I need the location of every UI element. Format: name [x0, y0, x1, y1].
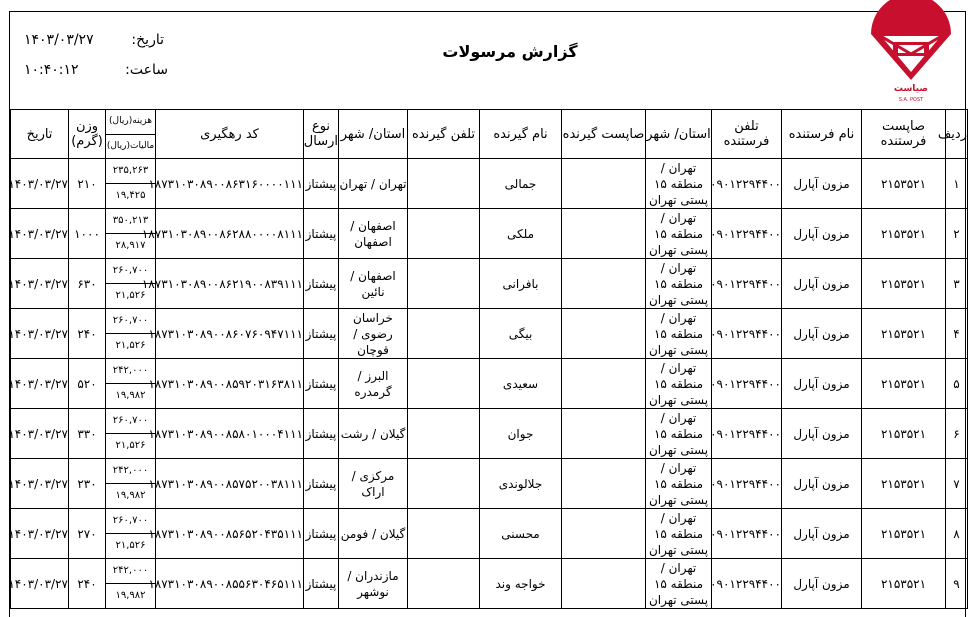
cell-cost-value: ۲۴۲,۰۰۰	[106, 559, 155, 584]
cell-sender-phone: ۰۹۰۱۲۲۹۴۴۰۰	[712, 409, 782, 459]
cell-sender-phone: ۰۹۰۱۲۲۹۴۴۰۰	[712, 559, 782, 609]
cell-row: ۸	[946, 509, 968, 559]
cell-tax-value: ۱۹,۹۸۲	[115, 390, 146, 401]
cell-cost-value: ۲۴۲,۰۰۰	[106, 359, 155, 384]
col-cost	[106, 110, 156, 159]
cell-tracking: ۱۸۷۳۱۰۳۰۸۹۰۰۸۵۷۵۲۰۰۳۸۱۱۱	[156, 459, 304, 509]
cell-row: ۹	[946, 559, 968, 609]
cell-receiver-code	[562, 209, 646, 259]
col-receiver-name: نام گیرنده	[480, 110, 562, 159]
cell-sender-phone: ۰۹۰۱۲۲۹۴۴۰۰	[712, 459, 782, 509]
cell-weight: ۲۴۰	[69, 559, 106, 609]
cell-destination: مرکزی / اراک	[339, 459, 408, 509]
cell-origin: تهران / منطقه ۱۵ پستی تهران	[646, 359, 712, 409]
cell-weight: ۶۳۰	[69, 259, 106, 309]
cell-receiver-phone	[408, 459, 480, 509]
cell-sender-code: ۲۱۵۳۵۲۱	[862, 559, 946, 609]
cell-receiver-name: محسنی	[480, 509, 562, 559]
cell-origin: تهران / منطقه ۱۵ پستی تهران	[646, 559, 712, 609]
cell-origin: تهران / منطقه ۱۵ پستی تهران	[646, 259, 712, 309]
cell-tracking: ۱۸۷۳۱۰۳۰۸۹۰۰۸۵۵۶۳۰۴۶۵۱۱۱	[156, 559, 304, 609]
cell-tracking: ۱۸۷۳۱۰۳۰۸۹۰۰۸۵۶۵۲۰۴۳۵۱۱۱	[156, 509, 304, 559]
cell-sender-phone: ۰۹۰۱۲۲۹۴۴۰۰	[712, 509, 782, 559]
col-receiver-phone: تلفن گیرنده	[408, 110, 480, 159]
cell-sender-phone: ۰۹۰۱۲۲۹۴۴۰۰	[712, 309, 782, 359]
cell-row: ۳	[946, 259, 968, 309]
cell-sender-name: مزون آپارل	[782, 359, 862, 409]
cell-sender-name: مزون آپارل	[782, 159, 862, 209]
cell-receiver-name: جمالی	[480, 159, 562, 209]
col-destination: استان/ شهر	[339, 110, 408, 159]
cell-origin: تهران / منطقه ۱۵ پستی تهران	[646, 159, 712, 209]
cell-receiver-phone	[408, 309, 480, 359]
cell-sender-code: ۲۱۵۳۵۲۱	[862, 359, 946, 409]
cell-receiver-phone	[408, 409, 480, 459]
cell-weight: ۱۰۰۰	[69, 209, 106, 259]
col-sender-phone: تلفن فرستنده	[712, 110, 782, 159]
cell-receiver-code	[562, 559, 646, 609]
cell-send-type: پیشتاز	[304, 209, 339, 259]
cell-receiver-code	[562, 409, 646, 459]
cell-date: ۱۴۰۳/۰۳/۲۷	[11, 259, 69, 309]
cell-receiver-name: جلالوندی	[480, 459, 562, 509]
cell-row: ۷	[946, 459, 968, 509]
cell-destination: خراسان رضوی / قوچان	[339, 309, 408, 359]
cell-sender-name: مزون آپارل	[782, 209, 862, 259]
cell-sender-name: مزون آپارل	[782, 559, 862, 609]
cell-receiver-code	[562, 159, 646, 209]
cell-tracking: ۱۸۷۳۱۰۳۰۸۹۰۰۸۶۲۸۸۰۰۰۰۸۱۱۱	[156, 209, 304, 259]
time-value: ۱۰:۴۰:۱۲	[24, 62, 79, 78]
cell-tax-value: ۲۱,۵۲۶	[115, 540, 146, 551]
cell-date: ۱۴۰۳/۰۳/۲۷	[11, 359, 69, 409]
cell-destination: گیلان / رشت	[339, 409, 408, 459]
cell-send-type: پیشتاز	[304, 309, 339, 359]
cell-tracking: ۱۸۷۳۱۰۳۰۸۹۰۰۸۵۹۲۰۳۱۶۳۸۱۱	[156, 359, 304, 409]
cell-receiver-code	[562, 509, 646, 559]
cell-row: ۴	[946, 309, 968, 359]
cell-date: ۱۴۰۳/۰۳/۲۷	[11, 309, 69, 359]
cell-sender-code: ۲۱۵۳۵۲۱	[862, 259, 946, 309]
cell-origin: تهران / منطقه ۱۵ پستی تهران	[646, 459, 712, 509]
cell-date: ۱۴۰۳/۰۳/۲۷	[11, 559, 69, 609]
cell-send-type: پیشتاز	[304, 159, 339, 209]
report-time	[24, 62, 168, 82]
cell-receiver-name: بیگی	[480, 309, 562, 359]
cell-tax-value: ۲۱,۵۲۶	[115, 290, 146, 301]
cell-receiver-code	[562, 359, 646, 409]
cell-sender-phone: ۰۹۰۱۲۲۹۴۴۰۰	[712, 259, 782, 309]
cell-sender-name: مزون آپارل	[782, 509, 862, 559]
cell-weight: ۲۱۰	[69, 159, 106, 209]
cell-sender-name: مزون آپارل	[782, 309, 862, 359]
cell-sender-code: ۲۱۵۳۵۲۱	[862, 409, 946, 459]
logo-sub-text: S.A. POST	[898, 97, 924, 103]
cell-receiver-code	[562, 459, 646, 509]
cell-send-type: پیشتاز	[304, 509, 339, 559]
date-label: تاریخ:	[131, 32, 164, 48]
cell-weight: ۲۴۰	[69, 309, 106, 359]
cell-cost-value: ۲۶۰,۷۰۰	[106, 409, 155, 434]
cell-sender-name: مزون آپارل	[782, 259, 862, 309]
cell-sender-code: ۲۱۵۳۵۲۱	[862, 309, 946, 359]
cell-destination: مازندران / نوشهر	[339, 559, 408, 609]
cell-cost	[106, 409, 156, 459]
cell-tracking: ۱۸۷۳۱۰۳۰۸۹۰۰۸۶۲۱۹۰۰۸۳۹۱۱۱	[156, 259, 304, 309]
date-value: ۱۴۰۳/۰۳/۲۷	[24, 32, 94, 48]
cell-destination: اصفهان / نائین	[339, 259, 408, 309]
cell-date: ۱۴۰۳/۰۳/۲۷	[11, 209, 69, 259]
cell-receiver-phone	[408, 509, 480, 559]
cell-cost	[106, 309, 156, 359]
report-date	[24, 32, 164, 52]
cell-cost	[106, 359, 156, 409]
cell-sender-code: ۲۱۵۳۵۲۱	[862, 509, 946, 559]
cell-tracking: ۱۸۷۳۱۰۳۰۸۹۰۰۸۶۰۷۶۰۹۴۷۱۱۱	[156, 309, 304, 359]
table-header-row	[11, 110, 968, 159]
cell-cost	[106, 559, 156, 609]
table-row	[11, 209, 968, 259]
cell-cost-value: ۲۶۰,۷۰۰	[106, 259, 155, 284]
cell-receiver-code	[562, 309, 646, 359]
cell-cost-value: ۲۳۵,۲۶۳	[106, 159, 155, 184]
post-logo	[863, 20, 959, 104]
cell-cost	[106, 509, 156, 559]
cell-receiver-phone	[408, 259, 480, 309]
col-tax-label: مالیات(ریال)	[106, 140, 155, 151]
cell-date: ۱۴۰۳/۰۳/۲۷	[11, 409, 69, 459]
cell-destination: البرز / گرمدره	[339, 359, 408, 409]
cell-date: ۱۴۰۳/۰۳/۲۷	[11, 159, 69, 209]
logo-brand-text: صیاست	[893, 84, 929, 94]
cell-origin: تهران / منطقه ۱۵ پستی تهران	[646, 209, 712, 259]
cell-sender-code: ۲۱۵۳۵۲۱	[862, 459, 946, 509]
cell-origin: تهران / منطقه ۱۵ پستی تهران	[646, 309, 712, 359]
cell-cost	[106, 159, 156, 209]
col-sender-code: صاپست فرستنده	[862, 110, 946, 159]
cell-receiver-name: جوان	[480, 409, 562, 459]
cell-tax-value: ۱۹,۹۸۲	[115, 490, 146, 501]
col-weight: وزن (گرم)	[69, 110, 106, 159]
cell-origin: تهران / منطقه ۱۵ پستی تهران	[646, 509, 712, 559]
col-date: تاریخ	[11, 110, 69, 159]
col-sender-name: نام فرستنده	[782, 110, 862, 159]
cell-send-type: پیشتاز	[304, 259, 339, 309]
cell-cost-value: ۲۴۲,۰۰۰	[106, 459, 155, 484]
col-receiver-code: صاپست گیرنده	[562, 110, 646, 159]
cell-origin: تهران / منطقه ۱۵ پستی تهران	[646, 409, 712, 459]
report-header	[10, 12, 967, 109]
table-row	[11, 259, 968, 309]
cell-weight: ۲۳۰	[69, 459, 106, 509]
cell-receiver-name: ملکی	[480, 209, 562, 259]
cell-date: ۱۴۰۳/۰۳/۲۷	[11, 509, 69, 559]
cell-weight: ۳۳۰	[69, 409, 106, 459]
cell-send-type: پیشتاز	[304, 409, 339, 459]
cell-date: ۱۴۰۳/۰۳/۲۷	[11, 459, 69, 509]
cell-destination: گیلان / فومن	[339, 509, 408, 559]
cell-cost	[106, 459, 156, 509]
cell-row: ۶	[946, 409, 968, 459]
cell-send-type: پیشتاز	[304, 559, 339, 609]
cell-sender-name: مزون آپارل	[782, 459, 862, 509]
cell-cost-value: ۲۶۰,۷۰۰	[106, 509, 155, 534]
cell-row: ۵	[946, 359, 968, 409]
cell-tax-value: ۱۹,۹۸۲	[115, 590, 146, 601]
cell-receiver-phone	[408, 559, 480, 609]
cell-destination: اصفهان / اصفهان	[339, 209, 408, 259]
col-row: ردیف	[946, 110, 968, 159]
cell-row: ۱	[946, 159, 968, 209]
report-page	[9, 11, 966, 617]
cell-receiver-phone	[408, 159, 480, 209]
cell-sender-phone: ۰۹۰۱۲۲۹۴۴۰۰	[712, 359, 782, 409]
table-row	[11, 459, 968, 509]
cell-send-type: پیشتاز	[304, 359, 339, 409]
table-row	[11, 409, 968, 459]
cell-cost-value: ۲۶۰,۷۰۰	[106, 309, 155, 334]
cell-receiver-code	[562, 259, 646, 309]
cell-cost	[106, 209, 156, 259]
cell-tracking: ۱۸۷۳۱۰۳۰۸۹۰۰۸۵۸۰۱۰۰۰۴۱۱۱	[156, 409, 304, 459]
cell-sender-code: ۲۱۵۳۵۲۱	[862, 209, 946, 259]
cell-tax-value: ۲۸,۹۱۷	[115, 240, 146, 251]
table-row	[11, 159, 968, 209]
col-tracking: کد رهگیری	[156, 110, 304, 159]
cell-row: ۲	[946, 209, 968, 259]
cell-cost	[106, 259, 156, 309]
cell-sender-name: مزون آپارل	[782, 409, 862, 459]
page-title: گزارش مرسولات	[442, 42, 578, 61]
cell-tracking: ۱۸۷۳۱۰۳۰۸۹۰۰۸۶۳۱۶۰۰۰۰۱۱۱	[156, 159, 304, 209]
cell-sender-code: ۲۱۵۳۵۲۱	[862, 159, 946, 209]
table-row	[11, 359, 968, 409]
cell-sender-phone: ۰۹۰۱۲۲۹۴۴۰۰	[712, 159, 782, 209]
cell-weight: ۵۲۰	[69, 359, 106, 409]
cell-receiver-phone	[408, 359, 480, 409]
table-row	[11, 509, 968, 559]
col-send-type: نوع ارسال	[304, 110, 339, 159]
table-row	[11, 559, 968, 609]
post-logo-icon	[863, 20, 959, 84]
col-origin: استان/ شهر	[646, 110, 712, 159]
cell-tax-value: ۲۱,۵۲۶	[115, 340, 146, 351]
cell-receiver-phone	[408, 209, 480, 259]
col-cost-label: هزینه(ریال)	[106, 110, 155, 135]
cell-cost-value: ۳۵۰,۲۱۳	[106, 209, 155, 234]
cell-tax-value: ۱۹,۴۲۵	[115, 190, 146, 201]
cell-receiver-name: بافرانی	[480, 259, 562, 309]
cell-receiver-name: خواجه وند	[480, 559, 562, 609]
cell-send-type: پیشتاز	[304, 459, 339, 509]
time-label: ساعت:	[125, 62, 168, 78]
cell-weight: ۲۷۰	[69, 509, 106, 559]
shipments-table	[10, 109, 968, 609]
cell-tax-value: ۲۱,۵۲۶	[115, 440, 146, 451]
table-body	[8, 159, 968, 609]
table-row	[11, 309, 968, 359]
cell-sender-phone: ۰۹۰۱۲۲۹۴۴۰۰	[712, 209, 782, 259]
cell-receiver-name: سعیدی	[480, 359, 562, 409]
cell-destination: تهران / تهران	[339, 159, 408, 209]
